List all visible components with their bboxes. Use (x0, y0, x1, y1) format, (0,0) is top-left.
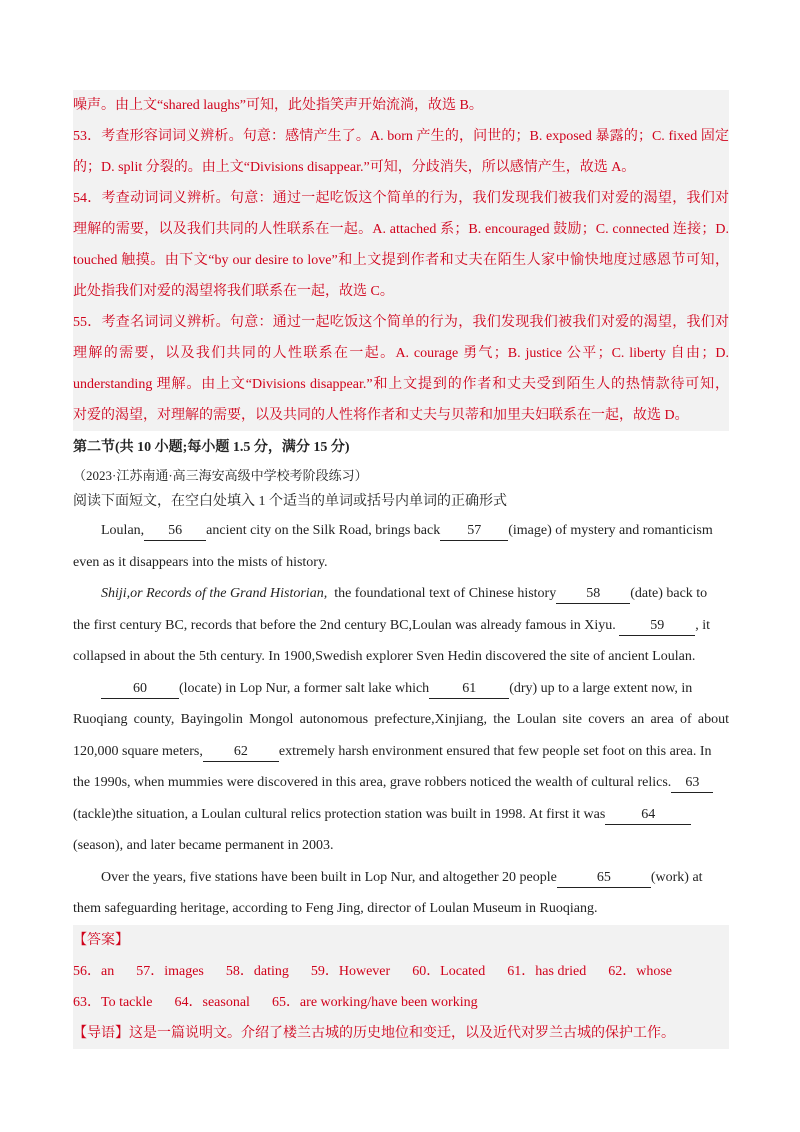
explanation-line: 理解的需要，以及我们共同的人性联系在一起。A. courage 勇气；B. justice 公平；C. liberty 自由；D. (73, 346, 729, 361)
page (73, 90, 729, 1049)
explanation-line: 54．考查动词词义辨析。句意：通过一起吃饭这个简单的行为，我们发现我们被我们对爱的渴望，我们对 (73, 191, 729, 206)
explanation-line: understanding 理解。由上文“Divisions disappear.”和上文提到的作者和丈夫受到陌生人的热情款待可知， (73, 377, 729, 392)
blank-56: 56 (144, 522, 206, 541)
question-source: （2023·江苏南通·高三海安高级中学校考阶段练习） (73, 468, 368, 483)
blank-57: 57 (440, 522, 508, 541)
passage-text: ancient city on the Silk Road, brings back (206, 523, 441, 538)
explanation-line: 的；D. split 分裂的。由上文“Divisions disappear.”可知，分歧消失，所以感情产生，故选 A。 (73, 160, 636, 175)
guide-text: 这是一篇说明文。介绍了楼兰古城的历史地位和变迁，以及近代对罗兰古城的保护工作。 (129, 1025, 675, 1041)
book-title: Shiji,or Records of the Grand Historian, (101, 586, 328, 601)
blank-63: 63 (671, 774, 713, 793)
passage-line (73, 736, 729, 768)
instruction: 阅读下面短文，在空白处填入 1 个适当的单词或括号内单词的正确形式 (73, 494, 507, 509)
explanation-line: touched 触摸。由下文“by our desire to love”和上文提到作者和丈夫在陌生人家中愉快地度过感恩节可知， (73, 253, 729, 268)
passage-line: them safeguarding heritage, according to Feng Jing, director of Loulan Museum in Ruoqiang. (73, 901, 598, 916)
passage-line: even as it disappears into the mists of history. (73, 554, 328, 570)
guide-line (73, 1018, 729, 1049)
passage-line: Ruoqiang county, Bayingolin Mongol autonomous prefecture,Xinjiang, the Loulan site covers an area of about (73, 712, 729, 727)
passage-text: (work) at (650, 869, 703, 885)
explanation-line: 此处指我们对爱的渴望将我们联系在一起，故选 C。 (73, 284, 394, 299)
blank-59: 59 (619, 617, 695, 636)
answer-item: 57．images (136, 963, 204, 979)
guide-label: 【导语】 (73, 1025, 129, 1041)
explanation-line: 噪声。由上文“shared laughs”可知，此处指笑声开始流淌，故选 B。 (73, 98, 483, 113)
answer-block (73, 925, 729, 1049)
explanation-line: 55．考查名词词义辨析。句意：通过一起吃饭这个简单的行为，我们发现我们被我们对爱的渴望，我们对 (73, 315, 729, 330)
passage-text: Loulan, (101, 523, 145, 538)
answer-item: 64．seasonal (174, 994, 250, 1010)
passage-text: Over the years, five stations have been built in Lop Nur, and altogether 20 people (101, 869, 557, 885)
passage-text: (dry) up to a large extent now, in (509, 680, 693, 696)
answer-item: 60．Located (412, 963, 486, 979)
answer-row (73, 956, 729, 987)
passage-text: (locate) in Lop Nur, a former salt lake which (179, 680, 430, 696)
passage (73, 515, 729, 925)
passage-line (73, 515, 729, 547)
explanation-line: 理解的需要，以及我们共同的人性联系在一起。A. attached 系；B. encouraged 鼓励；C. connected 连接；D. (73, 222, 729, 237)
passage-line (73, 799, 729, 831)
answer-label: 【答案】 (73, 932, 129, 948)
passage-text: extremely harsh environment ensured that few people set foot on this area. In (278, 743, 712, 759)
answer-item: 58．dating (225, 963, 289, 979)
passage-text: (image) of mystery and romanticism (508, 523, 713, 538)
passage-line (73, 610, 729, 642)
blank-61: 61 (429, 680, 509, 699)
passage-line (73, 578, 729, 610)
answer-item: 62．whose (608, 963, 672, 979)
passage-text: (tackle)the situation, a Loulan cultural relics protection station was built in 1998. At first it was (73, 806, 606, 822)
answer-item: 61．has dried (507, 963, 587, 979)
passage-line (73, 673, 729, 705)
passage-line: (season), and later became permanent in 2003. (73, 838, 334, 853)
passage-line (73, 767, 729, 799)
answer-item: 56．an (73, 963, 115, 979)
blank-60: 60 (101, 680, 179, 699)
answer-item: 59．However (310, 963, 391, 979)
answer-item: 63．To tackle (73, 994, 153, 1010)
passage-text: the first century BC, records that before the 2nd century BC,Loulan was already famous in Xiyu. (73, 617, 616, 633)
passage-text: the 1990s, when mummies were discovered in this area, grave robbers noticed the wealth of cultural relics. (73, 775, 672, 790)
passage-text: 120,000 square meters, (73, 743, 203, 759)
passage-text: (date) back to (630, 586, 708, 601)
answer-row (73, 987, 729, 1018)
section-title: 第二节(共 10 小题;每小题 1.5 分，满分 15 分) (73, 440, 350, 455)
explanation-line: 53．考查形容词词义辨析。句意：感情产生了。A. born 产生的，问世的；B. exposed 暴露的；C. fixed 固定 (73, 129, 729, 144)
passage-text: the foundational text of Chinese history (334, 586, 557, 601)
blank-65: 65 (557, 869, 651, 888)
blank-62: 62 (203, 743, 279, 762)
blank-58: 58 (556, 585, 630, 604)
explanation-block (73, 90, 729, 431)
passage-line (73, 862, 729, 894)
passage-line: collapsed in about the 5th century. In 1900,Swedish explorer Sven Hedin discovered the site of ancient Loulan. (73, 649, 696, 664)
blank-64: 64 (605, 806, 691, 825)
answer-item: 65．are working/have been working (271, 994, 478, 1010)
explanation-line: 对爱的渴望，对理解的需要，以及共同的人性将作者和丈夫与贝蒂和加里夫妇联系在一起，故选 D。 (73, 408, 689, 423)
passage-text: , it (695, 617, 711, 633)
